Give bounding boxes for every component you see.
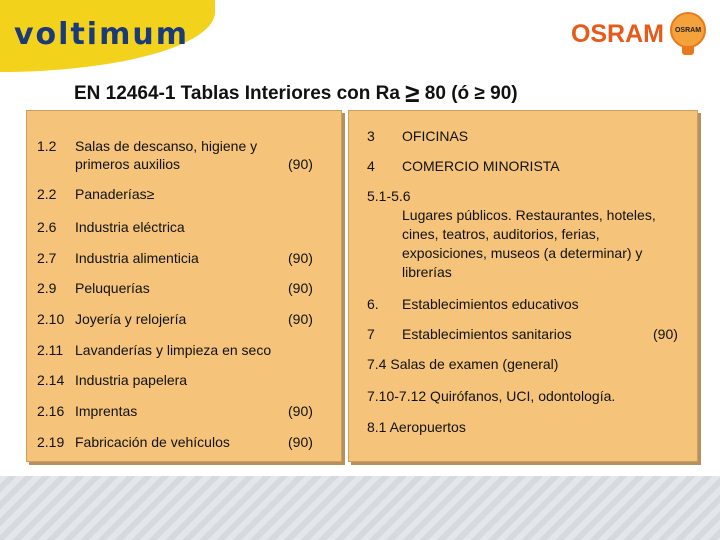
title-suffix: 80 (ó ≥ 90) <box>424 83 518 104</box>
left-panel <box>26 110 342 462</box>
item-value: (90) <box>288 250 313 266</box>
footer-pattern <box>0 476 720 540</box>
right-panel <box>348 110 698 462</box>
item-number: 2.2 <box>37 186 57 202</box>
item-number: 2.10 <box>37 311 65 327</box>
item-number: 6. <box>367 296 379 312</box>
item-text: Establecimientos educativos <box>402 296 579 312</box>
osram-wordmark: OSRAM <box>570 19 664 48</box>
title-ge-symbol: ≥ <box>405 78 420 108</box>
item-value: (90) <box>288 156 313 172</box>
item-text: Panaderías≥ <box>75 186 155 202</box>
voltimum-logo: voltimum <box>14 17 189 52</box>
item-text: primeros auxilios <box>75 156 181 172</box>
lightbulb-icon <box>670 12 706 56</box>
page-title <box>74 78 518 109</box>
item-text: OFICINAS <box>402 128 469 144</box>
item-text: 7.4 Salas de examen (general) <box>367 356 559 372</box>
item-number: 3 <box>367 128 375 144</box>
title-prefix: EN 12464-1 Tablas Interiores con Ra <box>74 83 400 104</box>
item-value: (90) <box>288 403 313 419</box>
osram-logo <box>571 12 706 56</box>
item-value: (90) <box>288 280 313 296</box>
bulb-label: OSRAM <box>674 26 702 34</box>
item-text: 7.10-7.12 Quirófanos, UCI, odontología. <box>367 388 616 404</box>
item-number: 2.6 <box>37 219 57 235</box>
item-text: Salas de descanso, higiene y <box>75 138 258 154</box>
item-number: 2.11 <box>37 342 64 358</box>
item-value: (90) <box>288 434 313 450</box>
item-text: exposiciones, museos (a determinar) y <box>402 245 643 261</box>
item-text: Joyería y relojería <box>75 311 187 327</box>
item-text: Industria alimenticia <box>75 250 199 266</box>
item-text: librerías <box>402 264 452 280</box>
item-text: cines, teatros, auditorios, ferias, <box>402 226 600 242</box>
item-text: Establecimientos sanitarios <box>402 326 572 342</box>
item-value: (90) <box>653 326 678 342</box>
item-number: 2.19 <box>37 434 65 450</box>
item-number: 2.16 <box>37 403 65 419</box>
header <box>0 0 720 72</box>
item-number: 2.9 <box>37 280 57 296</box>
item-text: Peluquerías <box>75 280 150 296</box>
item-text: 8.1 Aeropuertos <box>367 419 466 435</box>
item-number: 2.7 <box>37 250 57 266</box>
item-text: Fabricación de vehículos <box>75 434 230 450</box>
item-number: 5.1-5.6 <box>367 188 411 204</box>
item-text: Lugares públicos. Restaurantes, hoteles, <box>402 207 656 223</box>
item-number: 4 <box>367 158 375 174</box>
item-text: Industria papelera <box>75 372 188 388</box>
item-text: COMERCIO MINORISTA <box>402 158 560 174</box>
item-value: (90) <box>288 311 313 327</box>
item-text: Lavanderías y limpieza en seco <box>75 342 272 358</box>
item-text: Imprentas <box>75 403 138 419</box>
item-number: 2.14 <box>37 372 65 388</box>
item-number: 7 <box>367 326 375 342</box>
item-number: 1.2 <box>37 138 57 154</box>
item-text: Industria eléctrica <box>75 219 185 235</box>
